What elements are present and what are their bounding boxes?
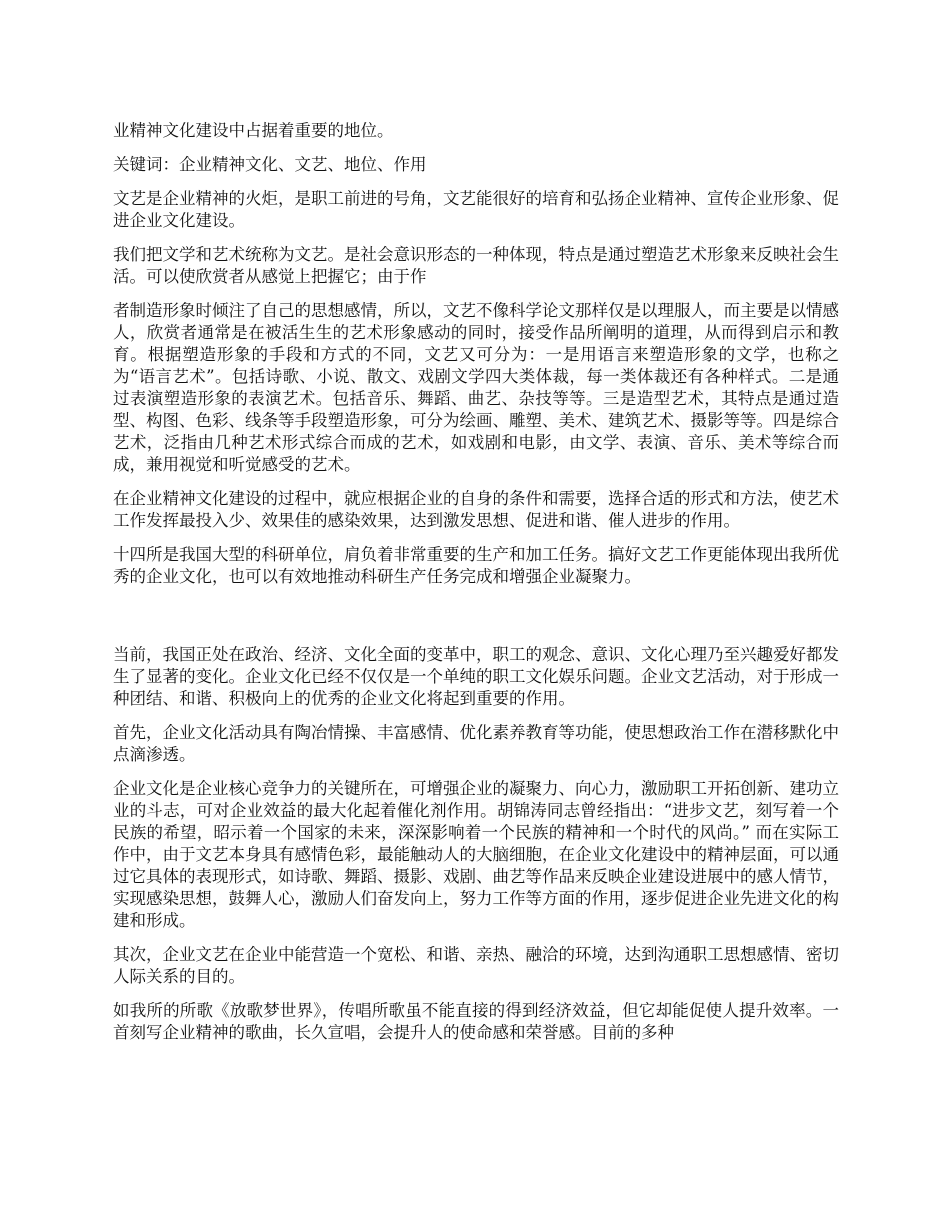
document-page xyxy=(113,120,839,1056)
paragraph-core-competitiveness: 企业文化是企业核心竞争力的关键所在，可增强企业的凝聚力、向心力，激励职工开拓创新、建功立业的斗志，可对企业效益的最大化起着催化剂作用。胡锦涛同志曾经指出：“进步文艺，刻写着一个民族的希望，昭示着一个国家的未来，深深影响着一个民族的精神和一个时代的风尚。” 而在实际工作中，由于文艺本身具有感情色彩，最能触动人的大脑细胞，在企业文化建设中的精神层面，可以通过它具体的表现形式，如诗歌、舞蹈、摄影、戏剧、曲艺等作品来反映企业建设进展中的感人情节，实现感染思想，鼓舞人心，激励人们奋发向上，努力工作等方面的作用，逐步促进企业先进文化的构建和形成。 xyxy=(113,779,839,930)
paragraph-institute: 十四所是我国大型的科研单位，肩负着非常重要的生产和加工任务。搞好文艺工作更能体现出我所优秀的企业文化，也可以有效地推动科研生产任务完成和增强企业凝聚力。 xyxy=(113,545,839,586)
section-gap xyxy=(113,600,839,644)
paragraph-definition: 我们把文学和艺术统称为文艺。是社会意识形态的一种体现，特点是通过塑造艺术形象来反映社会生活。可以使欣赏者从感觉上把握它；由于作 xyxy=(113,245,839,286)
paragraph-continuation: 业精神文化建设中占据着重要的地位。 xyxy=(113,121,394,140)
paragraph-categories: 者制造形象时倾注了自己的思想感情，所以，文艺不像科学论文那样仅是以理服人，而主要是以情感人，欣赏者通常是在被活生生的艺术形象感动的同时，接受作品所阐明的道理，从而得到启示和教育。根据塑造形象的手段和方式的不同，文艺又可分为：一是用语言来塑造形象的文学，也称之为“语言艺术”。包括诗歌、小说、散文、戏剧文学四大类体裁，每一类体裁还有各种样式。二是通过表演塑造形象的表演艺术。包括音乐、舞蹈、曲艺、杂技等等。三是造型艺术，其特点是通过造型、构图、色彩、线条等手段塑造形象，可分为绘画、雕塑、美术、建筑艺术、摄影等等。四是综合艺术，泛指由几种艺术形式综合而成的艺术，如戏剧和电影，由文学、表演、音乐、美术等综合而成，兼用视觉和听觉感受的艺术。 xyxy=(113,301,839,474)
paragraph-method: 在企业精神文化建设的过程中，就应根据企业的自身的条件和需要，选择合适的形式和方法，使艺术工作发挥最投入少、效果佳的感染效果，达到激发思想、促进和谐、催人进步的作用。 xyxy=(113,489,839,530)
paragraph-intro: 文艺是企业精神的火炬，是职工前进的号角，文艺能很好的培育和弘扬企业精神、宣传企业形象、促进企业文化建设。 xyxy=(113,189,839,230)
paragraph-song-example: 如我所的所歌《放歌梦世界》，传唱所歌虽不能直接的得到经济效益，但它却能促使人提升效率。一首刻写企业精神的歌曲，长久宣唱，会提升人的使命感和荣誉感。目前的多种 xyxy=(113,1001,839,1042)
paragraph-current-situation: 当前，我国正处在政治、经济、文化全面的变革中，职工的观念、意识、文化心理乃至兴趣爱好都发生了显著的变化。企业文化已经不仅仅是一个单纯的职工文化娱乐问题。企业文艺活动，对于形成一种团结、和谐、积极向上的优秀的企业文化将起到重要的作用。 xyxy=(113,645,839,708)
paragraph-first: 首先，企业文化活动具有陶冶情操、丰富感情、优化素养教育等功能，使思想政治工作在潜移默化中点滴渗透。 xyxy=(113,723,839,764)
paragraph-second: 其次，企业文艺在企业中能营造一个宽松、和谐、亲热、融洽的环境，达到沟通职工思想感情、密切人际关系的目的。 xyxy=(113,945,839,986)
paragraph-keywords: 关键词：企业精神文化、文艺、地位、作用 xyxy=(113,155,427,174)
